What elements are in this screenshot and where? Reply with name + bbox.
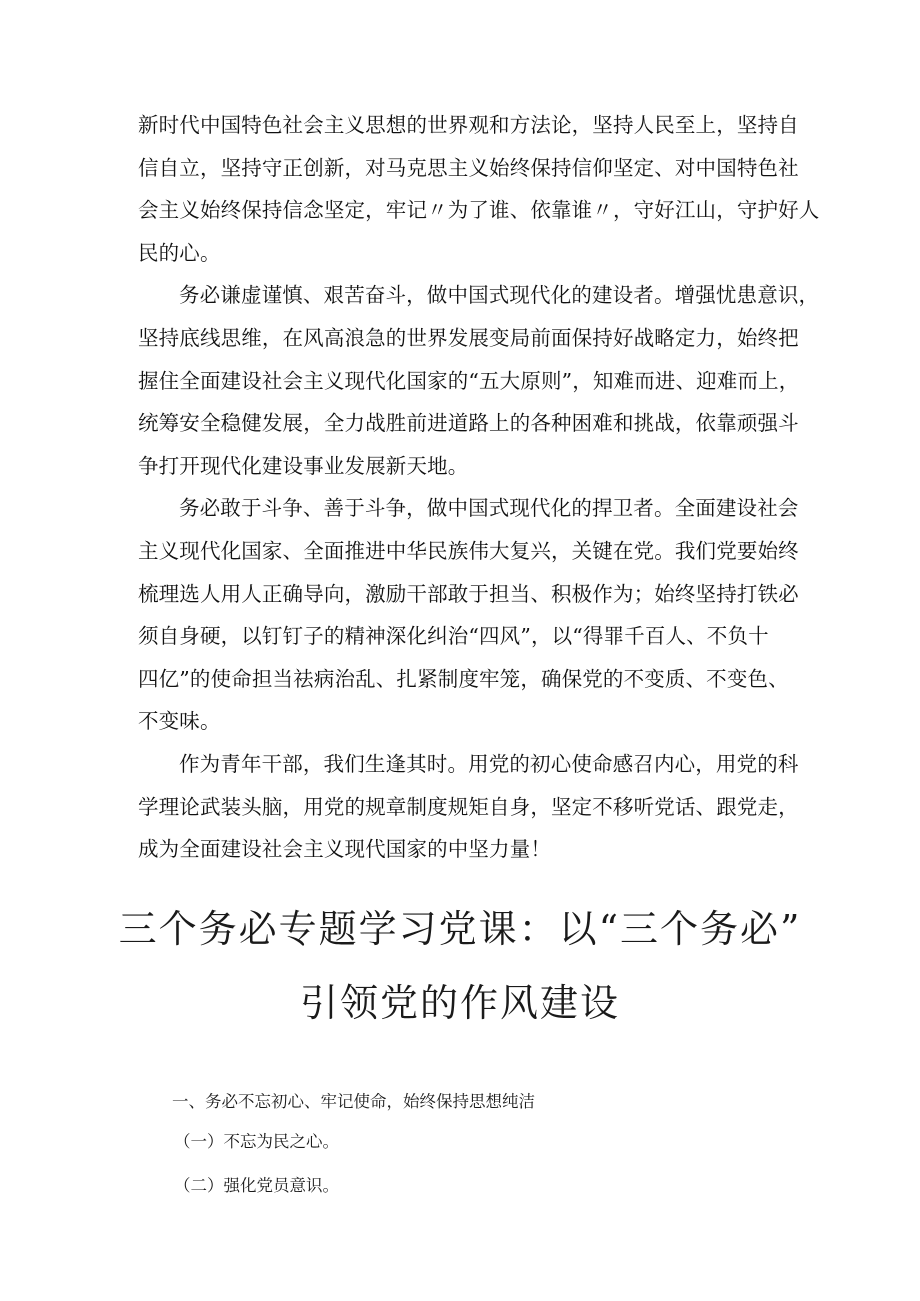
section-title-line-2: 引领党的作风建设	[299, 981, 620, 1025]
paragraph-line: 握住全面建设社会主义现代化国家的“五大原则”，知难而进、迎难而上，	[138, 368, 800, 393]
outline-item: （一）不忘为民之心。	[174, 1132, 339, 1151]
paragraph-line: 作为青年干部，我们生逢其时。用党的初心使命感召内心，用党的科	[179, 751, 799, 776]
outline-item: （二）强化党员意识。	[174, 1176, 339, 1195]
paragraph-line: 民的心。	[138, 240, 221, 265]
paragraph-line: 梳理选人用人正确导向，激励干部敢于担当、积极作为；始终坚持打铁必	[138, 581, 799, 606]
paragraph-line: 争打开现代化建设事业发展新天地。	[138, 453, 469, 478]
section-title-line-1: 三个务必专题学习党课：以“三个务必”	[118, 907, 802, 951]
paragraph-line: 学理论武装头脑，用党的规章制度规矩自身，坚定不移听党话、跟党走，	[138, 794, 799, 819]
paragraph-line: 成为全面建设社会主义现代国家的中坚力量！	[138, 837, 551, 862]
paragraph-line: 四亿”的使命担当祛病治乱、扎紧制度牢笼，确保党的不变质、不变色、	[138, 666, 789, 691]
paragraph-line: 不变味。	[138, 709, 221, 734]
paragraph-line: 务必敢于斗争、善于斗争，做中国式现代化的捍卫者。全面建设社会	[179, 496, 799, 521]
paragraph-line: 主义现代化国家、全面推进中华民族伟大复兴，关键在党。我们党要始终	[138, 538, 799, 563]
paragraph-line: 务必谦虚谨慎、艰苦奋斗，做中国式现代化的建设者。增强忧患意识，	[179, 283, 820, 308]
paragraph-line: 信自立，坚持守正创新，对马克思主义始终保持信仰坚定、对中国特色社	[138, 155, 799, 180]
paragraph-line: 须自身硬，以钉钉子的精神深化纠治“四风”，以“得罪千百人、不负十	[138, 624, 769, 649]
body-text	[138, 104, 820, 871]
paragraph-line: 统筹安全稳健发展，全力战胜前进道路上的各种困难和挑战，依靠顽强斗	[138, 411, 799, 436]
outline-heading: 一、务必不忘初心、牢记使命，始终保持思想纯洁	[172, 1092, 535, 1111]
paragraph-line: 会主义始终保持信念坚定，牢记〃为了谁、依靠谁〃，守好江山，守护好人	[138, 198, 820, 223]
paragraph-line: 新时代中国特色社会主义思想的世界观和方法论，坚持人民至上，坚持自	[138, 113, 799, 137]
paragraph-line: 坚持底线思维，在风高浪急的世界发展变局前面保持好战略定力，始终把	[138, 325, 799, 350]
